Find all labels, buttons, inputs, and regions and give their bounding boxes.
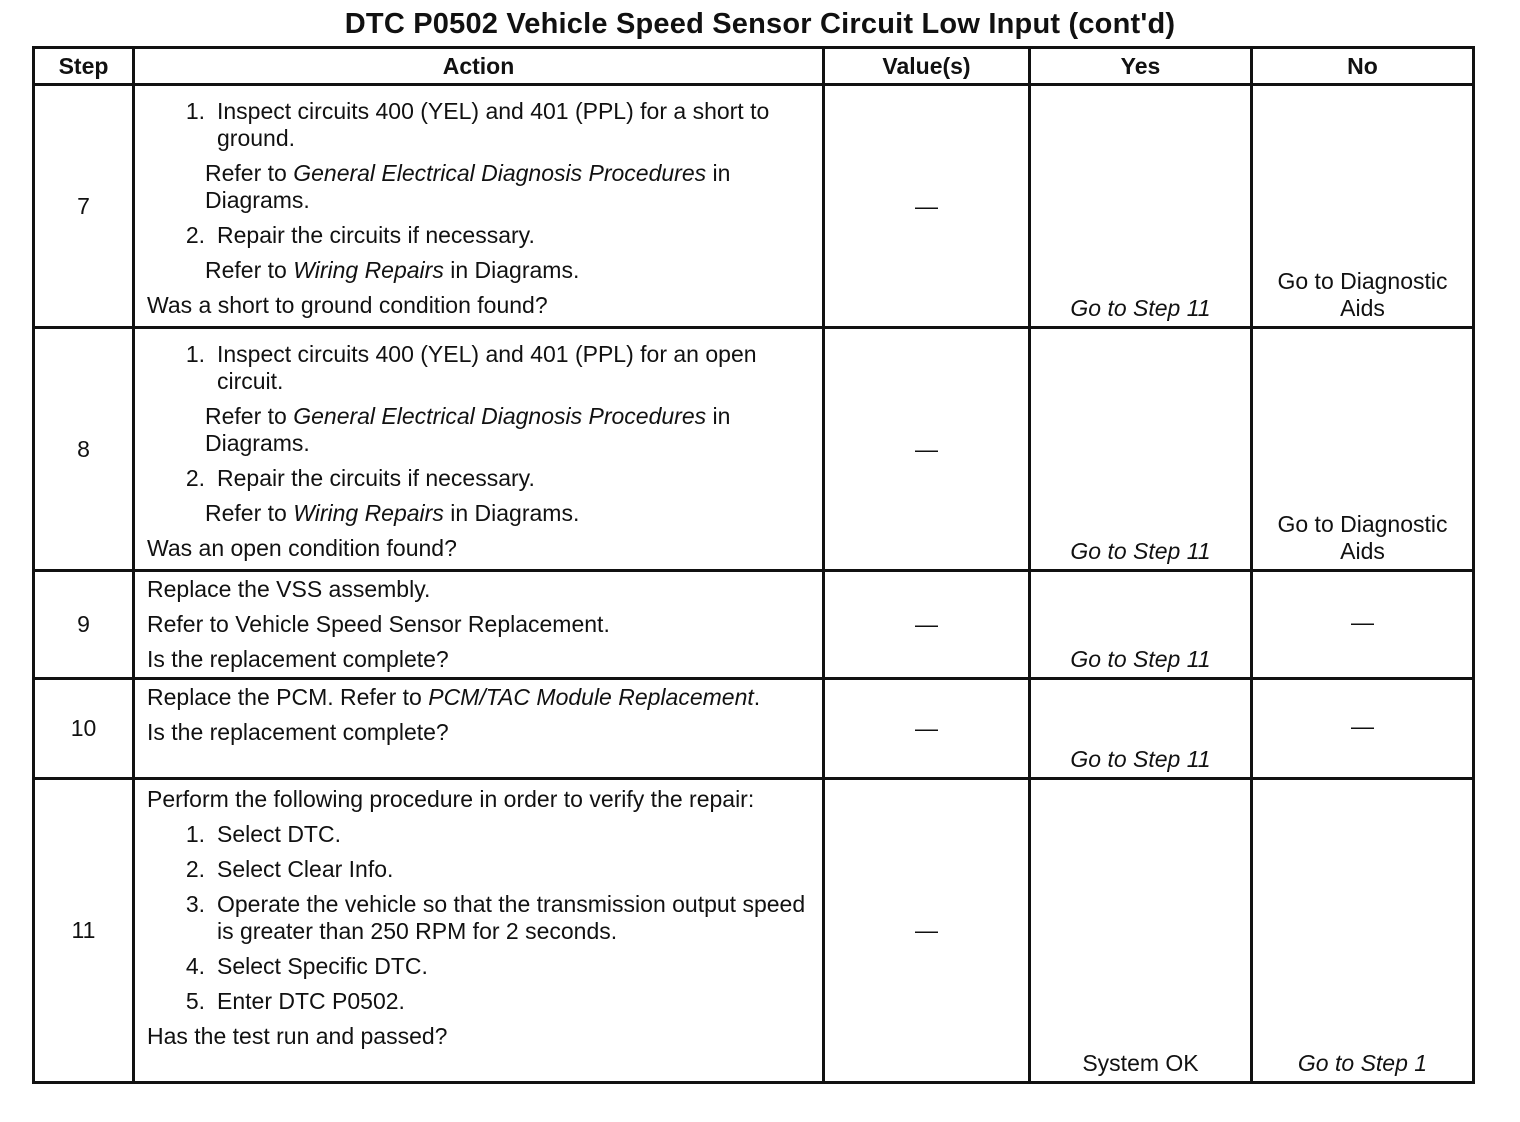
list-item: 3. Operate the vehicle so that the transmission output speed is greater than 250 RPM for 2 seconds.	[185, 891, 806, 944]
reference-line: Refer to General Electrical Diagnosis Procedures in Diagrams.	[205, 403, 731, 456]
list-item: 2. Repair the circuits if necessary.	[185, 465, 535, 491]
action-line: Refer to Vehicle Speed Sensor Replacement.	[147, 611, 610, 637]
table-row	[34, 85, 1474, 328]
table-row	[34, 779, 1474, 1083]
list-item: 1. Inspect circuits 400 (YEL) and 401 (PPL) for a short to ground.	[185, 98, 770, 151]
list-item: 1. Select DTC.	[185, 821, 341, 847]
action-cell	[134, 85, 824, 328]
action-intro: Perform the following procedure in order to verify the repair:	[147, 786, 755, 812]
action-cell	[134, 571, 824, 679]
reference-title: Wiring Repairs	[293, 500, 444, 526]
reference-line: Refer to Wiring Repairs in Diagrams.	[205, 257, 580, 283]
header-no: No	[1252, 48, 1474, 85]
reference-title: Wiring Repairs	[293, 257, 444, 283]
reference-line: Refer to General Electrical Diagnosis Procedures in Diagrams.	[205, 160, 731, 213]
reference-title: General Electrical Diagnosis Procedures	[293, 403, 707, 429]
no-cell: —	[1252, 571, 1474, 679]
value-cell: —	[824, 85, 1030, 328]
table-row	[34, 328, 1474, 571]
yes-cell: System OK	[1030, 779, 1252, 1083]
reference-title: General Electrical Diagnosis Procedures	[293, 160, 707, 186]
no-cell: —	[1252, 679, 1474, 779]
value-cell: —	[824, 328, 1030, 571]
step-number: 9	[34, 571, 134, 679]
action-cell	[134, 779, 824, 1083]
step-number: 11	[34, 779, 134, 1083]
action-cell	[134, 679, 824, 779]
no-cell: Go to Diagnostic Aids	[1252, 85, 1474, 328]
no-cell: Go to Diagnostic Aids	[1252, 328, 1474, 571]
action-line: Replace the PCM. Refer to PCM/TAC Module Replacement.	[147, 684, 761, 710]
table-row	[34, 679, 1474, 779]
list-item: 1. Inspect circuits 400 (YEL) and 401 (PPL) for an open circuit.	[185, 341, 757, 394]
value-cell: —	[824, 571, 1030, 679]
list-item: 4. Select Specific DTC.	[185, 953, 428, 979]
action-cell	[134, 328, 824, 571]
page-title: DTC P0502 Vehicle Speed Sensor Circuit Low Input (cont'd)	[344, 8, 1176, 40]
table-row	[34, 571, 1474, 679]
no-cell: Go to Step 1	[1252, 779, 1474, 1083]
yes-cell: Go to Step 11	[1030, 328, 1252, 571]
value-cell: —	[824, 779, 1030, 1083]
question: Is the replacement complete?	[147, 719, 449, 745]
question: Was a short to ground condition found?	[147, 292, 548, 318]
value-cell: —	[824, 679, 1030, 779]
diagnostic-table	[32, 46, 1475, 1084]
header-values: Value(s)	[824, 48, 1030, 85]
header-yes: Yes	[1030, 48, 1252, 85]
reference-line: Refer to Wiring Repairs in Diagrams.	[205, 500, 580, 526]
list-item: 5. Enter DTC P0502.	[185, 988, 405, 1014]
header-step: Step	[34, 48, 134, 85]
list-item: 2. Select Clear Info.	[185, 856, 394, 882]
question: Is the replacement complete?	[147, 646, 449, 672]
reference-title: PCM/TAC Module Replacement	[428, 684, 754, 710]
action-line: Replace the VSS assembly.	[147, 576, 431, 602]
list-item: 2. Repair the circuits if necessary.	[185, 222, 535, 248]
question: Was an open condition found?	[147, 535, 457, 561]
step-number: 7	[34, 85, 134, 328]
step-number: 10	[34, 679, 134, 779]
yes-cell: Go to Step 11	[1030, 679, 1252, 779]
table-header-row	[34, 48, 1474, 85]
yes-cell: Go to Step 11	[1030, 85, 1252, 328]
header-action: Action	[134, 48, 824, 85]
question: Has the test run and passed?	[147, 1023, 448, 1049]
yes-cell: Go to Step 11	[1030, 571, 1252, 679]
step-number: 8	[34, 328, 134, 571]
